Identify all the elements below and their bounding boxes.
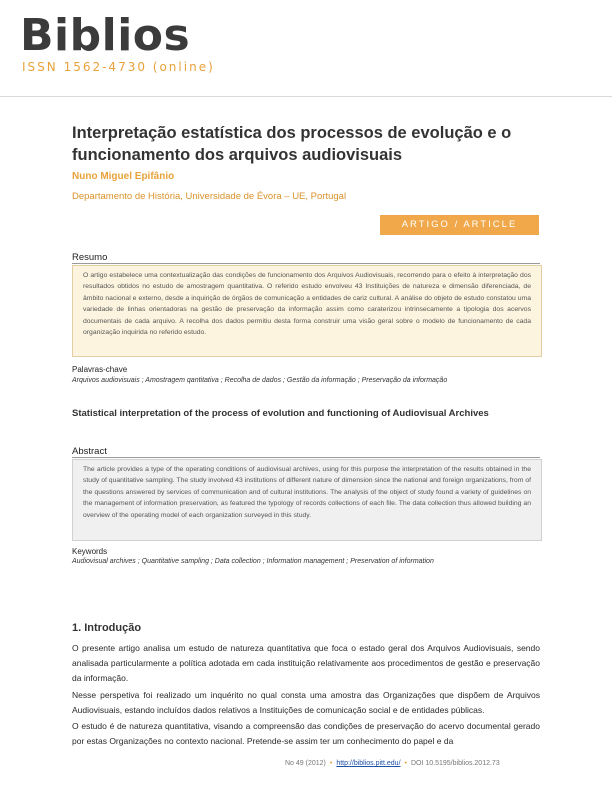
- author-affiliation: Departamento de História, Universidade de Évora – UE, Portugal: [72, 191, 347, 202]
- abstract-rule: [72, 457, 540, 458]
- keywords-heading: Keywords: [72, 547, 108, 556]
- english-title: Statistical interpretation of the process of evolution and functioning of Audiovisual Archives: [72, 408, 489, 419]
- footer-doi: DOI 10.5195/biblios.2012.73: [410, 760, 500, 767]
- article-type-banner: ARTIGO / ARTICLE: [380, 215, 539, 235]
- palavras-chave-text: Arquivos audiovisuais ; Amostragem qantitativa ; Recolha de dados ; Gestão da informação ; Preservação da informação: [72, 377, 448, 384]
- section-heading: 1. Introdução: [72, 622, 142, 634]
- article-title: Interpretação estatística dos processos de evolução e o funcionamento dos arquivos audiovisuais: [72, 124, 512, 164]
- journal-logo: Biblios: [20, 10, 191, 61]
- body-paragraph-2: Nesse perspetiva foi realizado um inquérito no qual consta uma amostra das Organizações que dispõem de Arquivos Audiovisuais, estando incluídos dados relativos a Instituições de comunicação social e de entidades públicas.: [72, 690, 540, 715]
- resumo-rule: [72, 263, 540, 264]
- body-paragraph-1: O presente artigo analisa um estudo de natureza quantitativa que foca o estado geral dos Arquivos Audiovisuais, sendo analisada particularmente a política adotada em cada instituição relativamente aos procedimentos de gestão e preservação da informação.: [72, 643, 540, 683]
- palavras-chave-heading: Palavras-chave: [72, 365, 128, 374]
- abstract-box: The article provides a type of the operating conditions of audiovisual archives, using for this purpose the interpretation of the results obtained in the study of quantitative sampling. The study involved 43 institutions of different nature of dimension since the national and foreign organizations, from of the questions answered by services of communication and of cultural institutions. The analysis of the object of study found a variety of guidelines on the management of information preservation, as featured the typology of records collections of each file. The data collection thus allowed building an overview of the operating model of each organization surveyed in this study.: [72, 459, 542, 541]
- footer-separator: •: [329, 760, 333, 767]
- body-paragraph-3: O estudo é de natureza quantitativa, visando a compreensão das condições de preservação do acervo documental gerado por estas Organizações no contexto nacional. Pretende-se assim ter um conhecimento do papel e da: [72, 721, 540, 746]
- page-footer: [285, 760, 500, 767]
- author-name: Nuno Miguel Epifânio: [72, 171, 175, 182]
- keywords-text: Audiovisual archives ; Quantitative sampling ; Data collection ; Information management ; Preservation of information: [72, 558, 434, 565]
- issn-label: ISSN 1562-4730 (online): [22, 60, 215, 74]
- abstract-heading: Abstract: [72, 446, 107, 457]
- footer-url-link[interactable]: http://biblios.pitt.edu/: [336, 760, 401, 767]
- masthead-divider: [0, 96, 612, 97]
- resumo-heading: Resumo: [72, 252, 108, 263]
- footer-issue: No 49 (2012): [285, 760, 326, 767]
- footer-separator: •: [404, 760, 407, 767]
- masthead: [0, 0, 612, 97]
- resumo-box: O artigo estabelece uma contextualização das condições de funcionamento dos Arquivos Audiovisuais, recorrendo para o efeito à interpretação dos resultados obtidos no estudo de amostragem quantitativa. O referido estudo envolveu 43 Instituições de natureza e dimensão diferenciada, de âmbito nacional e externo, desde a inquirição de órgãos de comunicação a entidades de cariz cultural. A análise do objeto de estudo constatou uma variedade de linhas orientadoras na gestão de preservação da informação assim como caraterizou intrinsecamente a tipologia dos acervos documentais de cada arquivo. A recolha dos dados permitiu desta forma construir uma visão geral sobre o modelo de funcionamento de cada organização inquirida no referido estudo.: [72, 265, 542, 357]
